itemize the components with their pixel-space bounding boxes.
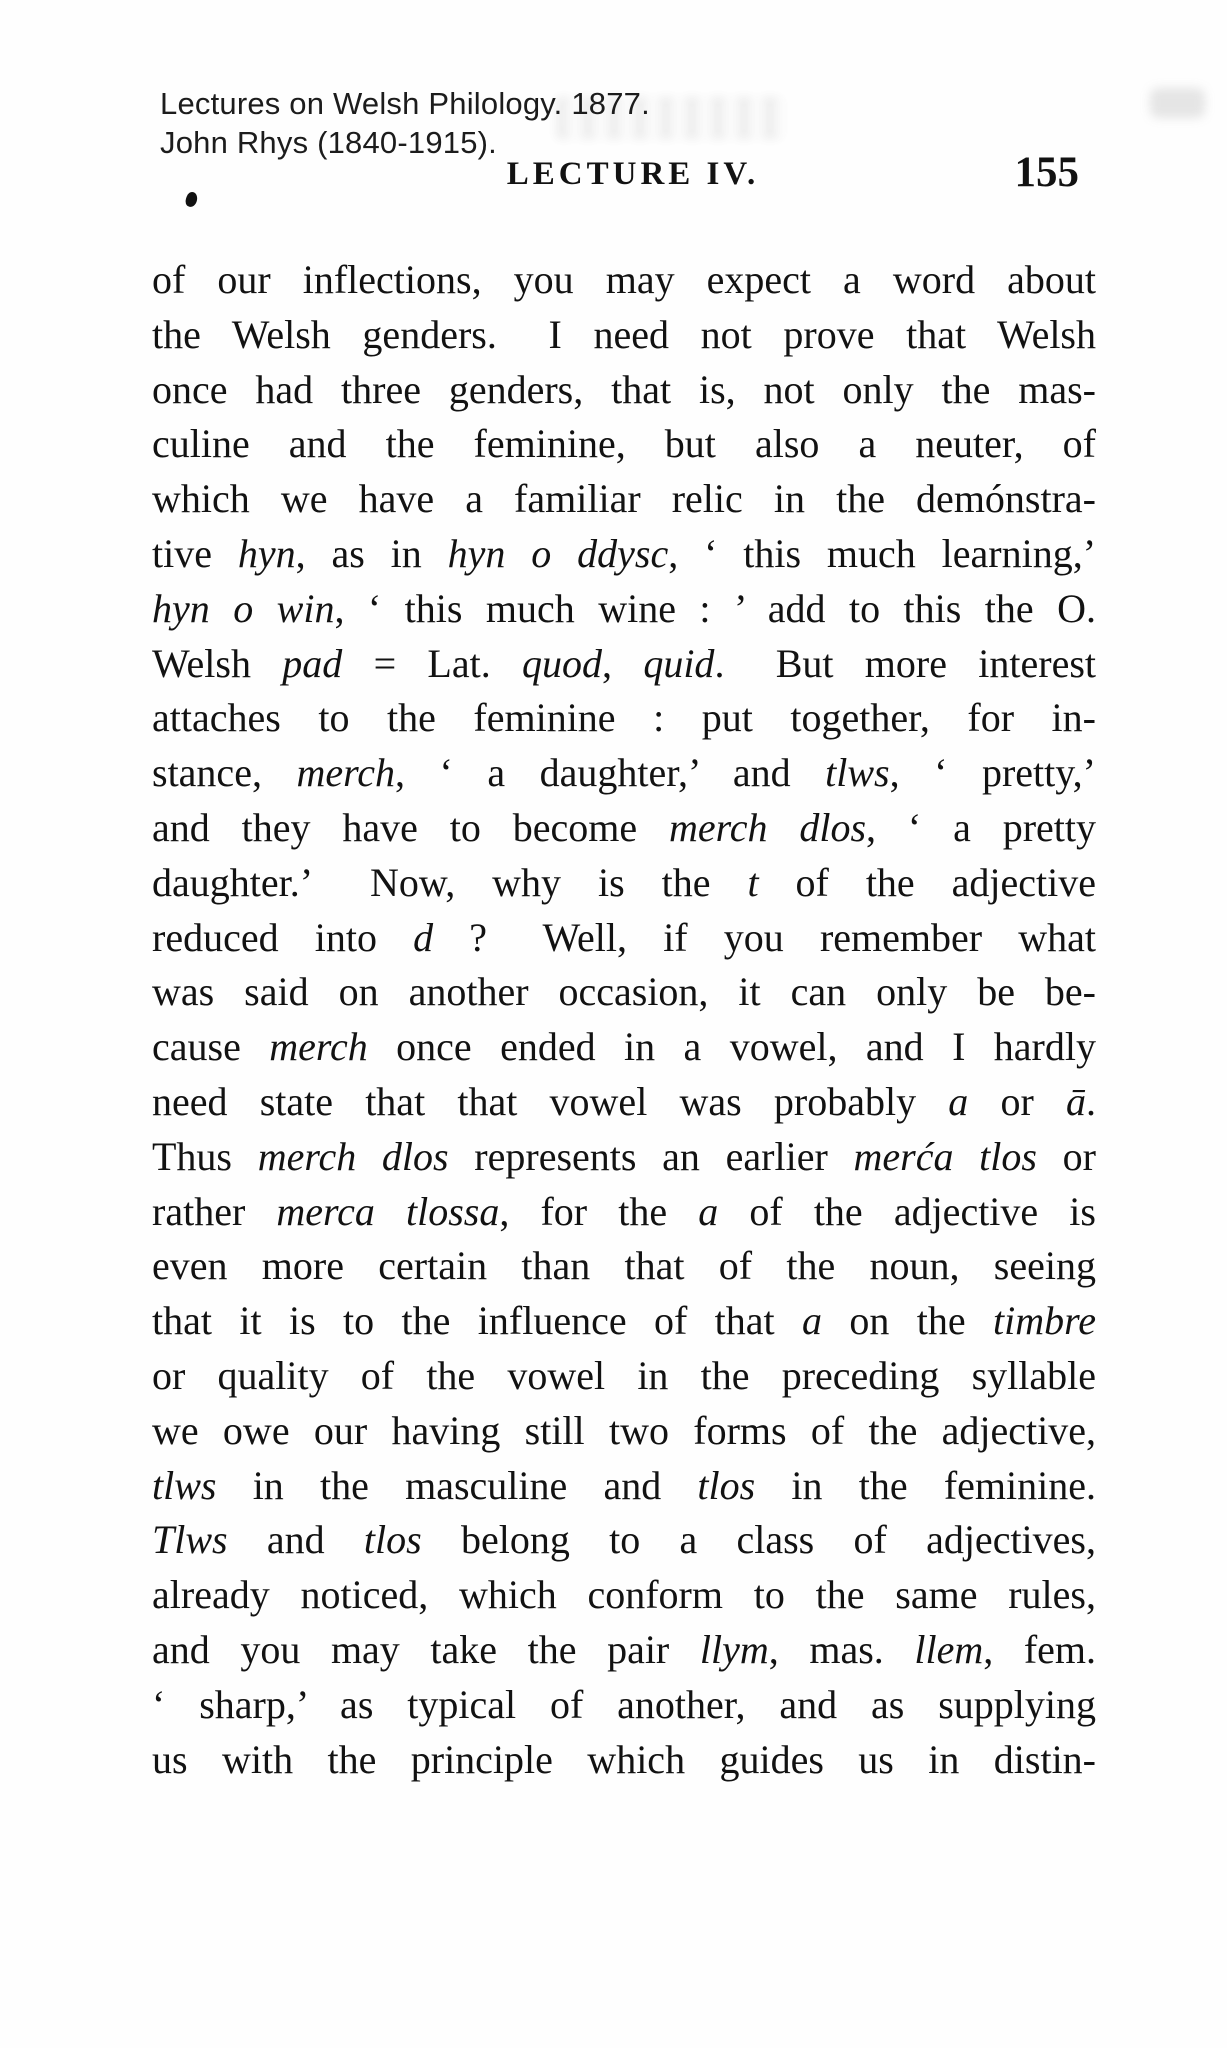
text-line: was said on another occasion, it can only be be-	[152, 969, 1096, 1015]
text-line: which we have a familiar relic in the demónstra-	[152, 476, 1096, 522]
text-line: stance, merch, ‘ a daughter,’ and tlws, ‘ pretty,’	[152, 750, 1096, 796]
text-line: and they have to become merch dlos, ‘ a pretty	[152, 804, 1097, 850]
page-number: 155	[1014, 149, 1079, 196]
author-name-dates: John Rhys (1840-1915).	[160, 125, 497, 160]
text-line: or quality of the vowel in the preceding syllable	[152, 1352, 1096, 1398]
ink-bleed-artifact	[1150, 88, 1205, 118]
text-line: reduced into d ? Well, if you remember what	[152, 914, 1096, 960]
text-line: we owe our having still two forms of the adjective,	[152, 1407, 1096, 1453]
text-line: already noticed, which conform to the same rules,	[152, 1572, 1096, 1618]
running-title: LECTURE IV.	[506, 156, 760, 192]
text-line: attaches to the feminine : put together, for in-	[152, 695, 1096, 741]
text-line: ‘ sharp,’ as typical of another, and as supplying	[152, 1681, 1096, 1727]
text-line: us with the principle which guides us in distin-	[152, 1736, 1096, 1782]
text-line: tive hyn, as in hyn o ddysc, ‘ this much learning,’	[152, 530, 1097, 576]
text-line: need state that that vowel was probably a or ā.	[152, 1078, 1096, 1124]
text-line: even more certain than that of the noun, seeing	[152, 1243, 1096, 1289]
text-line: daughter.’ Now, why is the t of the adjective	[152, 859, 1096, 905]
text-line: Tlws and tlos belong to a class of adjectives,	[152, 1517, 1096, 1563]
text-line: Thus merch dlos represents an earlier merća tlos or	[152, 1133, 1096, 1179]
body-text	[152, 253, 1096, 1787]
ink-spot-artifact	[184, 191, 199, 209]
text-line: cause merch once ended in a vowel, and I hardly	[152, 1024, 1096, 1070]
text-line: culine and the feminine, but also a neuter, of	[152, 421, 1096, 467]
text-line: the Welsh genders. I need not prove that Welsh	[152, 311, 1096, 357]
text-line: rather merca tlossa, for the a of the adjective is	[152, 1188, 1096, 1234]
text-line: and you may take the pair llym, mas. llem, fem.	[152, 1626, 1097, 1672]
text-line: once had three genders, that is, not only the mas-	[152, 366, 1096, 412]
book-title-year: Lectures on Welsh Philology. 1877.	[160, 86, 650, 121]
text-line: tlws in the masculine and tlos in the feminine.	[152, 1462, 1096, 1508]
text-line: Welsh pad = Lat. quod, quid. But more interest	[152, 640, 1097, 686]
digitizer-metadata-note	[160, 84, 650, 162]
text-line: that it is to the influence of that a on the timbre	[152, 1298, 1096, 1344]
text-line: hyn o win, ‘ this much wine : ’ add to this the O.	[152, 585, 1096, 631]
text-line: of our inflections, you may expect a word about	[152, 257, 1096, 302]
